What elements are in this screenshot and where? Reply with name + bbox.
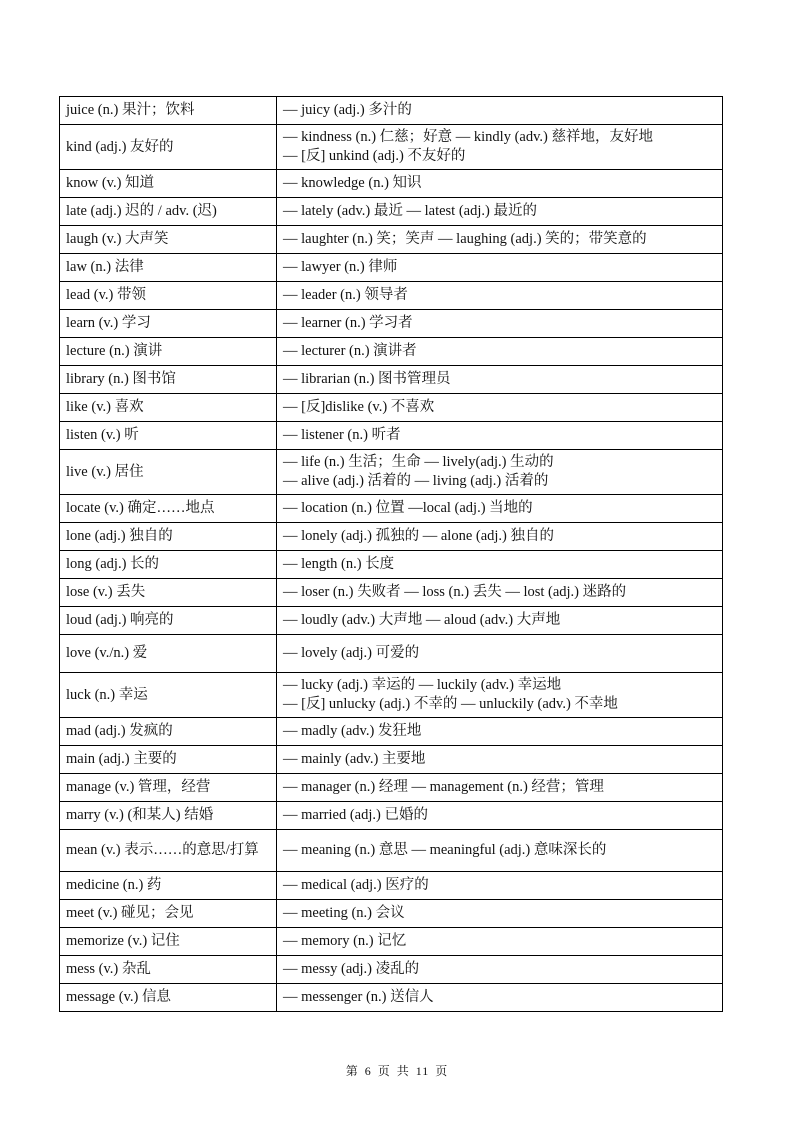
- derivatives-cell: [277, 282, 723, 310]
- table-row: [60, 928, 723, 956]
- derivative-line: — lately (adv.) 最近 — latest (adj.) 最近的: [283, 203, 537, 219]
- derivative-line: — loudly (adv.) 大声地 — aloud (adv.) 大声地: [283, 612, 561, 628]
- derivative-line: — alive (adj.) 活着的 — living (adj.) 活着的: [283, 473, 549, 489]
- page-footer: [0, 1062, 794, 1079]
- derivative-line: — lawyer (n.) 律师: [283, 259, 398, 275]
- headword-cell: law (n.) 法律: [60, 254, 277, 282]
- derivative-line: — knowledge (n.) 知识: [283, 175, 422, 191]
- derivatives-cell: [277, 607, 723, 635]
- derivative-line: — meaning (n.) 意思 — meaningful (adj.) 意味深长的: [283, 842, 607, 858]
- table-row: [60, 254, 723, 282]
- headword-cell: laugh (v.) 大声笑: [60, 226, 277, 254]
- derivatives-cell: [277, 579, 723, 607]
- headword-cell: lecture (n.) 演讲: [60, 338, 277, 366]
- table-row: [60, 495, 723, 523]
- derivatives-cell: [277, 774, 723, 802]
- derivative-line: — [反]dislike (v.) 不喜欢: [283, 399, 435, 415]
- table-row: [60, 802, 723, 830]
- table-row: [60, 551, 723, 579]
- derivative-line: — memory (n.) 记忆: [283, 933, 407, 949]
- headword-cell: main (adj.) 主要的: [60, 746, 277, 774]
- table-row: [60, 170, 723, 198]
- derivative-line: — learner (n.) 学习者: [283, 315, 413, 331]
- derivatives-cell: [277, 450, 723, 495]
- table-row: [60, 282, 723, 310]
- derivatives-cell: [277, 254, 723, 282]
- derivatives-cell: [277, 872, 723, 900]
- headword-cell: listen (v.) 听: [60, 422, 277, 450]
- table-row: [60, 673, 723, 718]
- derivative-line: — lonely (adj.) 孤独的 — alone (adj.) 独自的: [283, 528, 555, 544]
- derivative-line: — messenger (n.) 送信人: [283, 989, 434, 1005]
- headword-cell: medicine (n.) 药: [60, 872, 277, 900]
- derivatives-cell: [277, 928, 723, 956]
- headword-cell: live (v.) 居住: [60, 450, 277, 495]
- headword-cell: love (v./n.) 爱: [60, 635, 277, 673]
- table-row: [60, 872, 723, 900]
- derivative-line: — manager (n.) 经理 — management (n.) 经营；管理: [283, 779, 604, 795]
- derivative-line: — lecturer (n.) 演讲者: [283, 343, 417, 359]
- headword-cell: meet (v.) 碰见；会见: [60, 900, 277, 928]
- derivatives-cell: [277, 523, 723, 551]
- table-row: [60, 394, 723, 422]
- headword-cell: juice (n.) 果汁；饮料: [60, 97, 277, 125]
- headword-cell: locate (v.) 确定……地点: [60, 495, 277, 523]
- derivatives-cell: [277, 338, 723, 366]
- table-row: [60, 718, 723, 746]
- derivatives-cell: [277, 198, 723, 226]
- table-row: [60, 607, 723, 635]
- headword-cell: manage (v.) 管理，经营: [60, 774, 277, 802]
- table-row: [60, 125, 723, 170]
- table-row: [60, 523, 723, 551]
- vocabulary-table-body: [60, 97, 723, 1012]
- derivative-line: — messy (adj.) 凌乱的: [283, 961, 420, 977]
- derivatives-cell: [277, 310, 723, 338]
- table-row: [60, 956, 723, 984]
- headword-cell: mean (v.) 表示……的意思/打算: [60, 830, 277, 872]
- table-row: [60, 338, 723, 366]
- derivatives-cell: [277, 551, 723, 579]
- derivative-line: — length (n.) 长度: [283, 556, 395, 572]
- derivative-line: — madly (adv.) 发狂地: [283, 723, 422, 739]
- derivatives-cell: [277, 97, 723, 125]
- headword-cell: mess (v.) 杂乱: [60, 956, 277, 984]
- derivatives-cell: [277, 802, 723, 830]
- table-row: [60, 900, 723, 928]
- table-row: [60, 450, 723, 495]
- derivative-line: — medical (adj.) 医疗的: [283, 877, 429, 893]
- derivative-line: — meeting (n.) 会议: [283, 905, 405, 921]
- table-row: [60, 579, 723, 607]
- headword-cell: mad (adj.) 发疯的: [60, 718, 277, 746]
- headword-cell: late (adj.) 迟的 / adv. (迟): [60, 198, 277, 226]
- footer-page-number: 6: [364, 1064, 372, 1078]
- derivative-line: — married (adj.) 已婚的: [283, 807, 428, 823]
- table-row: [60, 746, 723, 774]
- derivative-line: — life (n.) 生活；生命 — lively(adj.) 生动的: [283, 454, 554, 470]
- table-row: [60, 422, 723, 450]
- derivatives-cell: [277, 635, 723, 673]
- headword-cell: learn (v.) 学习: [60, 310, 277, 338]
- derivative-line: — kindness (n.) 仁慈；好意 — kindly (adv.) 慈祥地，友好地: [283, 129, 653, 145]
- derivatives-cell: [277, 170, 723, 198]
- derivative-line: — laughter (n.) 笑；笑声 — laughing (adj.) 笑的；带笑意的: [283, 231, 647, 247]
- footer-page-unit: 页: [377, 1064, 391, 1078]
- table-row: [60, 366, 723, 394]
- table-row: [60, 226, 723, 254]
- derivatives-cell: [277, 394, 723, 422]
- derivatives-cell: [277, 366, 723, 394]
- table-row: [60, 984, 723, 1012]
- derivatives-cell: [277, 125, 723, 170]
- headword-cell: marry (v.) (和某人) 结婚: [60, 802, 277, 830]
- table-row: [60, 830, 723, 872]
- headword-cell: memorize (v.) 记住: [60, 928, 277, 956]
- headword-cell: lose (v.) 丢失: [60, 579, 277, 607]
- table-row: [60, 97, 723, 125]
- derivatives-cell: [277, 718, 723, 746]
- headword-cell: library (n.) 图书馆: [60, 366, 277, 394]
- derivative-line: — [反] unkind (adj.) 不友好的: [283, 148, 466, 164]
- derivatives-cell: [277, 830, 723, 872]
- footer-total-unit: 页: [435, 1064, 449, 1078]
- vocabulary-table: [59, 96, 723, 1012]
- derivatives-cell: [277, 495, 723, 523]
- headword-cell: like (v.) 喜欢: [60, 394, 277, 422]
- derivative-line: — lucky (adj.) 幸运的 — luckily (adv.) 幸运地: [283, 677, 562, 693]
- derivative-line: — loser (n.) 失败者 — loss (n.) 丢失 — lost (adj.) 迷路的: [283, 584, 627, 600]
- table-row: [60, 310, 723, 338]
- footer-prefix: 第: [345, 1064, 359, 1078]
- derivative-line: — mainly (adv.) 主要地: [283, 751, 426, 767]
- derivatives-cell: [277, 422, 723, 450]
- derivatives-cell: [277, 900, 723, 928]
- derivatives-cell: [277, 984, 723, 1012]
- headword-cell: message (v.) 信息: [60, 984, 277, 1012]
- derivative-line: — [反] unlucky (adj.) 不幸的 — unluckily (adv.) 不幸地: [283, 696, 618, 712]
- headword-cell: long (adj.) 长的: [60, 551, 277, 579]
- table-row: [60, 635, 723, 673]
- footer-total-prefix: 共: [396, 1064, 410, 1078]
- headword-cell: lone (adj.) 独自的: [60, 523, 277, 551]
- headword-cell: know (v.) 知道: [60, 170, 277, 198]
- derivatives-cell: [277, 226, 723, 254]
- headword-cell: kind (adj.) 友好的: [60, 125, 277, 170]
- table-row: [60, 774, 723, 802]
- derivatives-cell: [277, 673, 723, 718]
- headword-cell: loud (adj.) 响亮的: [60, 607, 277, 635]
- headword-cell: luck (n.) 幸运: [60, 673, 277, 718]
- derivative-line: — location (n.) 位置 —local (adj.) 当地的: [283, 500, 533, 516]
- derivatives-cell: [277, 746, 723, 774]
- derivative-line: — librarian (n.) 图书管理员: [283, 371, 451, 387]
- derivative-line: — leader (n.) 领导者: [283, 287, 408, 303]
- derivative-line: — listener (n.) 听者: [283, 427, 401, 443]
- derivatives-cell: [277, 956, 723, 984]
- derivative-line: — juicy (adj.) 多汁的: [283, 102, 412, 118]
- footer-total-pages: 11: [415, 1064, 430, 1078]
- headword-cell: lead (v.) 带领: [60, 282, 277, 310]
- derivative-line: — lovely (adj.) 可爱的: [283, 645, 420, 661]
- table-row: [60, 198, 723, 226]
